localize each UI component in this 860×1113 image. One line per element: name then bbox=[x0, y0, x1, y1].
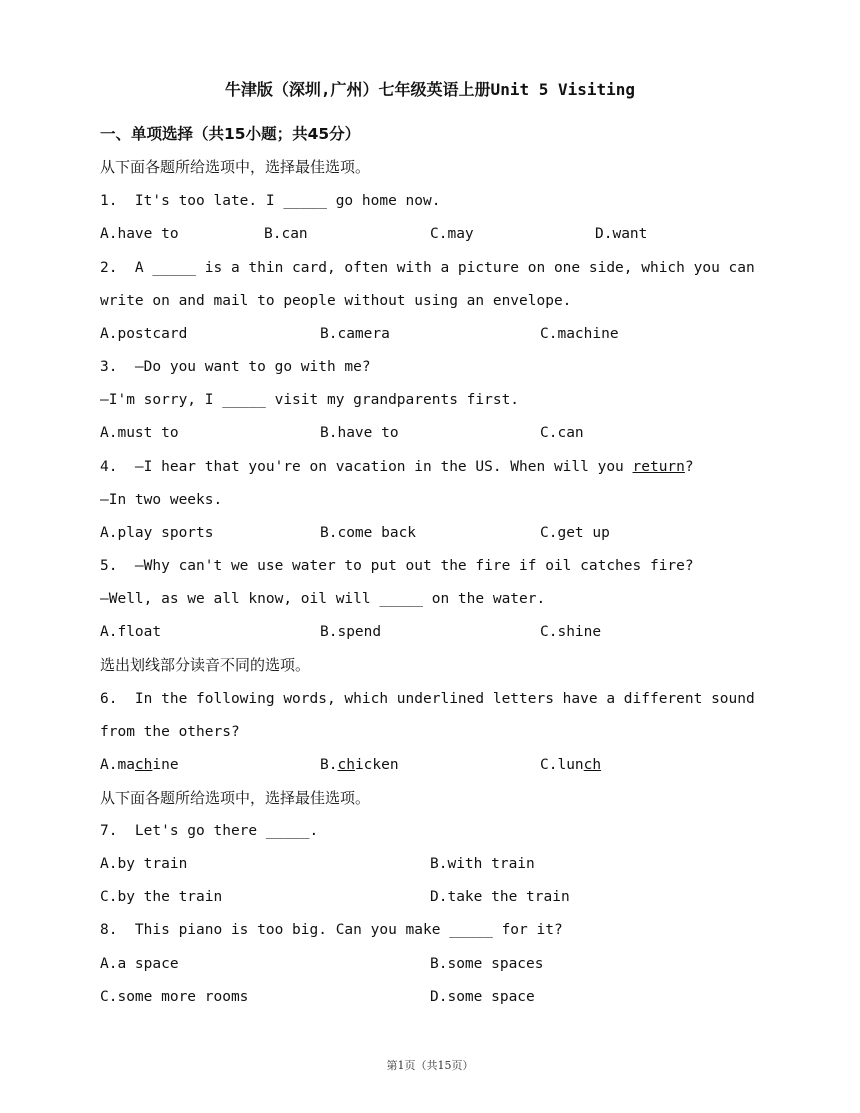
question-2-option-b: B.camera bbox=[320, 326, 390, 342]
option-text: C.lun bbox=[540, 757, 584, 773]
question-8-stem: 8. This piano is too big. Can you make _____ for it? bbox=[100, 922, 563, 938]
question-6-stem-line-1: 6. In the following words, which underlined letters have a different sound bbox=[100, 691, 755, 707]
question-3-stem-line-2: —I'm sorry, I _____ visit my grandparents first. bbox=[100, 392, 520, 408]
question-3-option-a: A.must to bbox=[100, 425, 179, 441]
option-text: A.ma bbox=[100, 757, 135, 773]
underlined-letters: ch bbox=[134, 757, 153, 773]
question-5-option-a: A.float bbox=[100, 624, 162, 640]
instruction-1: 从下面各题所给选项中，选择最佳选项。 bbox=[100, 158, 371, 176]
question-3-option-b: B.have to bbox=[320, 425, 399, 441]
question-4-option-a: A.play sports bbox=[100, 525, 214, 541]
question-4-stem-text: 4. —I hear that you're on vacation in the US. When will you bbox=[100, 459, 633, 475]
question-3-stem-line-1: 3. —Do you want to go with me? bbox=[100, 359, 371, 375]
question-2-option-c: C.machine bbox=[540, 326, 619, 342]
question-2-stem-line-2: write on and mail to people without using an envelope. bbox=[100, 293, 572, 309]
underlined-letters: ch bbox=[337, 757, 355, 773]
question-4-stem-line-2: —In two weeks. bbox=[100, 492, 223, 508]
question-1-option-b: B.can bbox=[264, 226, 308, 242]
question-5-option-b: B.spend bbox=[320, 624, 382, 640]
underlined-word: return bbox=[632, 459, 685, 475]
question-6-option-c bbox=[540, 755, 601, 775]
question-7-option-d: D.take the train bbox=[430, 889, 570, 905]
question-3-option-c: C.can bbox=[540, 425, 584, 441]
instruction-3: 从下面各题所给选项中，选择最佳选项。 bbox=[100, 789, 371, 807]
section-heading: 一、单项选择（共15小题；共45分） bbox=[100, 125, 361, 143]
question-4-stem-line-1 bbox=[100, 457, 694, 477]
question-5-option-c: C.shine bbox=[540, 624, 602, 640]
question-7-option-a: A.by train bbox=[100, 856, 188, 872]
question-8-option-c: C.some more rooms bbox=[100, 989, 249, 1005]
question-1-option-a: A.have to bbox=[100, 226, 179, 242]
question-4-option-c: C.get up bbox=[540, 525, 610, 541]
page-title: 牛津版（深圳,广州）七年级英语上册Unit 5 Visiting bbox=[224, 80, 636, 99]
question-6-option-a bbox=[100, 755, 179, 775]
question-4-option-b: B.come back bbox=[320, 525, 417, 541]
question-4-stem-end: ? bbox=[684, 459, 694, 475]
question-1-option-d: D.want bbox=[595, 226, 648, 242]
option-text: icken bbox=[354, 757, 399, 773]
question-6-option-b bbox=[320, 755, 399, 775]
question-5-stem-line-2: —Well, as we all know, oil will _____ on the water. bbox=[100, 591, 546, 607]
question-8-option-d: D.some space bbox=[430, 989, 535, 1005]
question-7-option-b: B.with train bbox=[430, 856, 535, 872]
option-text: ine bbox=[152, 757, 179, 773]
question-8-option-b: B.some spaces bbox=[430, 956, 544, 972]
question-5-stem-line-1: 5. —Why can't we use water to put out the fire if oil catches fire? bbox=[100, 558, 694, 574]
question-8-option-a: A.a space bbox=[100, 956, 179, 972]
question-2-option-a: A.postcard bbox=[100, 326, 188, 342]
question-6-stem-line-2: from the others? bbox=[100, 724, 240, 740]
question-1-stem: 1. It's too late. I _____ go home now. bbox=[100, 193, 441, 209]
underlined-letters: ch bbox=[583, 757, 602, 773]
page-footer: 第1页（共15页） bbox=[386, 1059, 474, 1072]
instruction-2: 选出划线部分读音不同的选项。 bbox=[100, 656, 311, 674]
question-7-option-c: C.by the train bbox=[100, 889, 223, 905]
question-1-option-c: C.may bbox=[430, 226, 474, 242]
option-text: B. bbox=[320, 757, 338, 773]
question-2-stem-line-1: 2. A _____ is a thin card, often with a picture on one side, which you can bbox=[100, 260, 755, 276]
question-7-stem: 7. Let's go there _____. bbox=[100, 823, 319, 839]
